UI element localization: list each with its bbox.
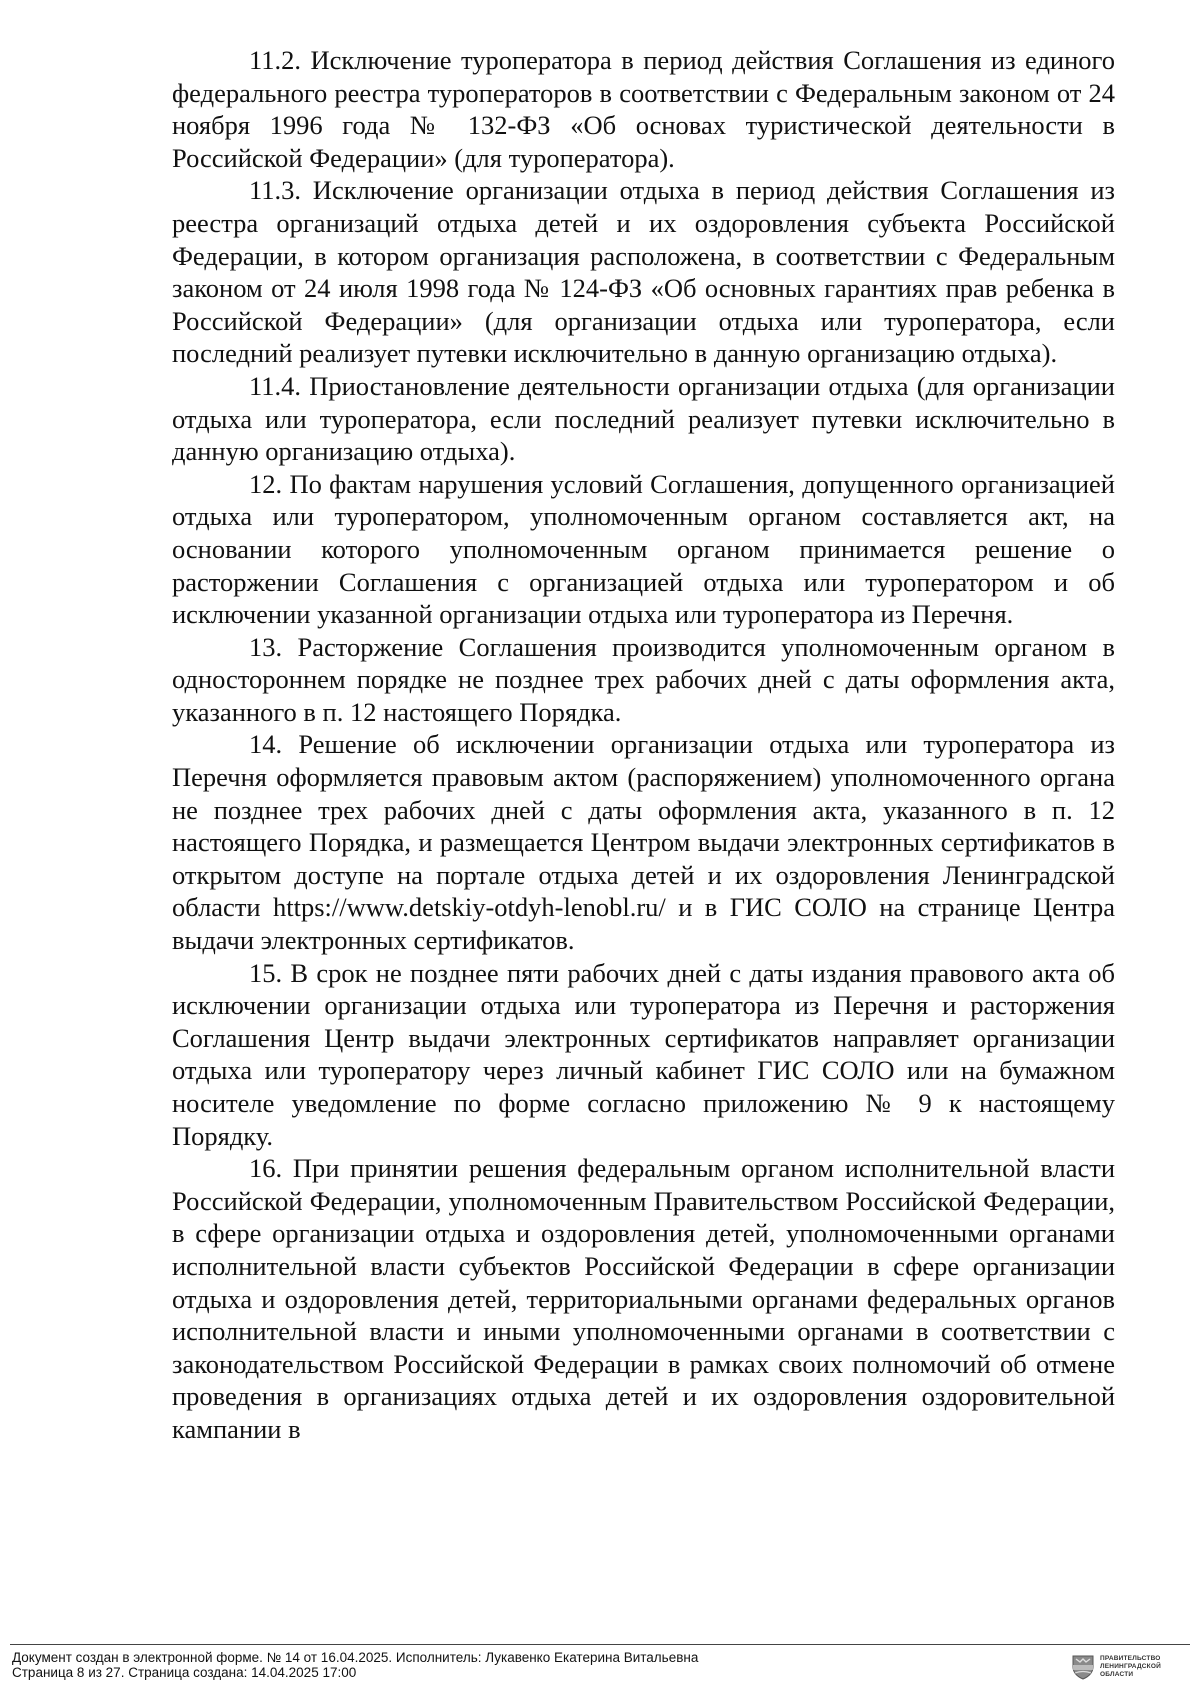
logo-line-2: ЛЕНИНГРАДСКОЙ xyxy=(1100,1663,1161,1670)
footer-info xyxy=(12,1650,698,1680)
paragraph-11-3: 11.3. Исключение организации отдыха в период действия Соглашения из реестра организаций отдыха детей и их оздоровления субъекта Российской Федерации, в котором организация расположена, в соответствии с Федеральным законом от 24 июля 1998 года № 124-ФЗ «Об основных гарантиях прав ребенка в Российской Федерации» (для организации отдыха или туроператора, если последний реализует путевки исключительно в данную организацию отдыха). xyxy=(172,175,1115,369)
logo-line-1: ПРАВИТЕЛЬСТВО xyxy=(1100,1655,1161,1662)
logo-line-3: ОБЛАСТИ xyxy=(1100,1671,1134,1678)
paragraph-14: 14. Решение об исключении организации отдыха или туроператора из Перечня оформляется правовым актом (распоряжением) уполномоченного органа не позднее трех рабочих дней с даты оформления акта, указанного в п. 12 настоящего Порядка, и размещается Центром выдачи электронных сертификатов в открытом доступе на портале отдыха детей и их оздоровления Ленинградской области https://www.detskiy-otdyh-lenobl.ru/ и в ГИС СОЛО на странице Центра выдачи электронных сертификатов. xyxy=(172,729,1115,956)
paragraph-12: 12. По фактам нарушения условий Соглашения, допущенного организацией отдыха или туроператором, уполномоченным органом составляется акт, на основании которого уполномоченным органом принимается решение о расторжении Соглашения с организацией отдыха или туроператором и об исключении указанной организации отдыха или туроператора из Перечня. xyxy=(172,468,1115,630)
paragraph-13: 13. Расторжение Соглашения производится уполномоченным органом в одностороннем порядке не позднее трех рабочих дней с даты оформления акта, указанного в п. 12 настоящего Порядка. xyxy=(172,631,1115,727)
government-logo xyxy=(1071,1648,1189,1686)
footer-divider xyxy=(10,1644,1190,1645)
footer-document-line: Документ создан в электронной форме. № 14 от 16.04.2025. Исполнитель: Лукавенко Екатерина Витальевна xyxy=(12,1650,699,1665)
paragraph-16: 16. При принятии решения федеральным органом исполнительной власти Российской Федерации, уполномоченным Правительством Российской Федерации, в сфере организации отдыха и оздоровления детей, уполномоченными органами исполнительной власти субъектов Российской Федерации в сфере организации отдыха и оздоровления детей, территориальными органами федеральных органов исполнительной власти и иными уполномоченными органами в соответствии с законодательством Российской Федерации в рамках своих полномочий об отмене проведения в организациях отдыха детей и их оздоровления оздоровительной кампании в xyxy=(172,1153,1115,1444)
logo-caption xyxy=(1100,1655,1161,1679)
coat-of-arms-icon xyxy=(1071,1654,1095,1680)
paragraph-11-2: 11.2. Исключение туроператора в период действия Соглашения из единого федерального реестра туроператоров в соответствии с Федеральным законом от 24 ноября 1996 года № 132-ФЗ «Об основах туристической деятельности в Российской Федерации» (для туроператора). xyxy=(172,45,1115,173)
footer-page-line: Страница 8 из 27. Страница создана: 14.04.2025 17:00 xyxy=(12,1665,357,1680)
document-body xyxy=(172,44,1115,1446)
paragraph-15: 15. В срок не позднее пяти рабочих дней с даты издания правового акта об исключении организации отдыха или туроператора из Перечня и расторжения Соглашения Центр выдачи электронных сертификатов направляет организации отдыха или туроператору через личный кабинет ГИС СОЛО или на бумажном носителе уведомление по форме согласно приложению № 9 к настоящему Порядку. xyxy=(172,957,1115,1151)
paragraph-11-4: 11.4. Приостановление деятельности организации отдыха (для организации отдыха или туроператора, если последний реализует путевки исключительно в данную организацию отдыха). xyxy=(172,370,1115,467)
